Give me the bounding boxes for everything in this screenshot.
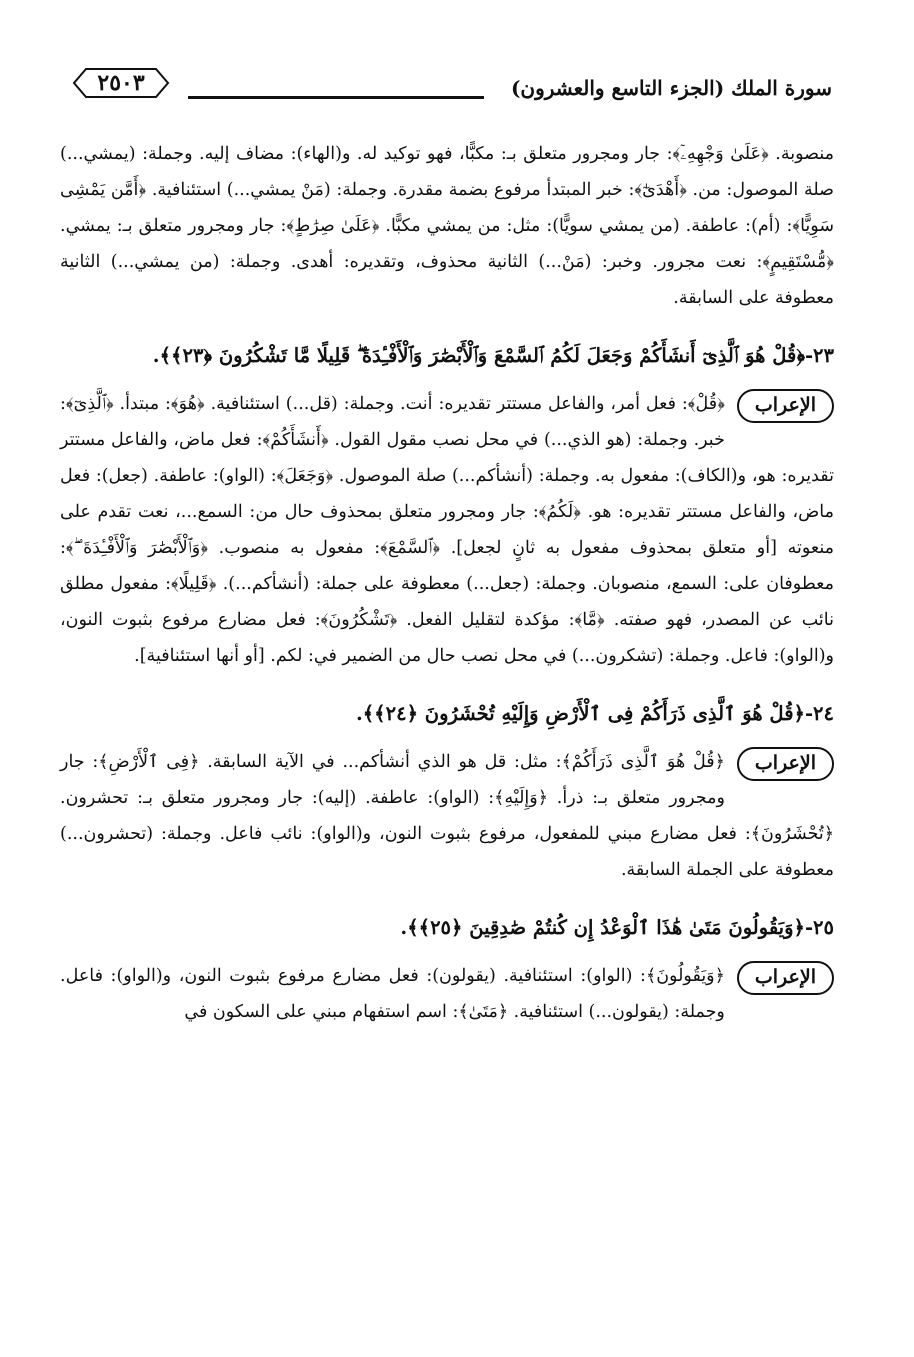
verse-24: ٢٤-﴿قُلْ هُوَ ٱلَّذِى ذَرَأَكُمْ فِى ٱلْأَرْضِ وَإِلَيْهِ تُحْشَرُونَ ﴿٢٤﴾﴾.: [355, 702, 834, 725]
irab-badge: الإعراب: [737, 961, 834, 995]
irab-badge: الإعراب: [737, 389, 834, 423]
irab-24-block: [60, 744, 834, 888]
irab-24-text: ﴿قُلْ هُوَ ٱلَّذِى ذَرَأَكُمْ﴾: مثل: قل هو الذي أنشأكم... في الآية السابقة. ﴿فِى ٱلْأَرْضِ﴾: جار ومجرور متعلق بـ: ذرأ. ﴿وَإِلَيْهِ﴾: (الواو): عاطفة. (إليه): جار ومجرور متعلق بـ: تحشرون. ﴿تُحْشَرُونَ﴾: فعل مضارع مبني للمفعول، مرفوع بثبوت النون، و(الواو): نائب فاعل. وجملة: (تحشرون...) معطوفة على الجملة السابقة.: [60, 752, 834, 880]
verse-23: ٢٣-﴿قُلْ هُوَ ٱلَّذِىٓ أَنشَأَكُمْ وَجَعَلَ لَكُمُ ٱلسَّمْعَ وَٱلْأَبْصَٰرَ وَٱلْأَفْـِٔدَةَ ۖ قَلِيلًا مَّا تَشْكُرُونَ ﴿٢٣﴾﴾.: [152, 344, 834, 367]
page-number-text: ٢٥٠٣: [97, 70, 145, 96]
irab-23-block: [60, 386, 834, 674]
irab-23-text: ﴿قُلْ﴾: فعل أمر، والفاعل مستتر تقديره: أنت. وجملة: (قل...) استئنافية. ﴿هُوَ﴾: مبتدأ. ﴿ٱلَّذِىٓ﴾: خبر. وجملة: (هو الذي...) في محل نصب مقول القول. ﴿أَنشَأَكُمْ﴾: فعل ماض، والفاعل مستتر تقديره: هو، و(الكاف): مفعول به. وجملة: (أنشأكم...) صلة الموصول. ﴿وَجَعَلَ﴾: (الواو): عاطفة. (جعل): فعل ماض، والفاعل مستتر تقديره: هو. ﴿لَكُمُ﴾: جار ومجرور متعلق بمحذوف حال من: السمع...، نعت تقدم على منعوته [أو متعلق بمحذوف مفعول به ثانٍ لجعل]. ﴿ٱلسَّمْعَ﴾: مفعول به منصوب. ﴿وَٱلْأَبْصَٰرَ وَٱلْأَفْـِٔدَةَ ۖ﴾: معطوفان على: السمع، منصوبان. وجملة: (جعل...) معطوفة على جملة: (أنشأكم...). ﴿قَلِيلًا﴾: مفعول مطلق نائب عن المصدر، فهو صفته. ﴿مَّا﴾: مؤكدة لتقليل الفعل. ﴿تَشْكُرُونَ﴾: فعل مضارع مرفوع بثبوت النون، و(الواو): فاعل. وجملة: (تشكرون...) في محل نصب حال من الضمير في: لكم. [أو أنها استئنافية].: [60, 394, 834, 666]
running-title: سورة الملك (الجزء التاسع والعشرون): [510, 76, 832, 100]
page-number: [72, 66, 170, 100]
header-rule: [188, 96, 484, 99]
paragraph-intro: منصوبة. ﴿عَلَىٰ وَجْهِهِۦٓ﴾: جار ومجرور متعلق بـ: مكبًّا، فهو توكيد له. و(الهاء): مضاف إليه. وجملة: (يمشي...) صلة الموصول: من. ﴿أَهْدَىٰٓ﴾: خبر المبتدأ مرفوع بضمة مقدرة. وجملة: (مَنْ يمشي...) استئنافية. ﴿أَمَّن يَمْشِى سَوِيًّا﴾: (أم): عاطفة. (من يمشي سويًّا): مثل: من يمشي مكبًّا. ﴿عَلَىٰ صِرَٰطٍ﴾: جار ومجرور متعلق بـ: يمشي. ﴿مُّسْتَقِيمٍ﴾: نعت مجرور. وخبر: (مَنْ...) الثانية محذوف، وتقديره: أهدى. وجملة: (من يمشي...) الثانية معطوفة على السابقة.: [60, 144, 834, 308]
irab-25-block: [60, 958, 834, 1030]
page-body: [60, 136, 834, 1036]
irab-25-text: ﴿وَيَقُولُونَ﴾: (الواو): استئنافية. (يقولون): فعل مضارع مرفوع بثبوت النون، و(الواو): فاعل. وجملة: (يقولون...) استئنافية. ﴿مَتَىٰ﴾: اسم استفهام مبني على السكون في: [60, 966, 725, 1022]
page-header: [60, 62, 854, 108]
verse-25: ٢٥-﴿وَيَقُولُونَ مَتَىٰ هَٰذَا ٱلْوَعْدُ إِن كُنتُمْ صَٰدِقِينَ ﴿٢٥﴾﴾.: [400, 916, 834, 939]
irab-badge: الإعراب: [737, 747, 834, 781]
